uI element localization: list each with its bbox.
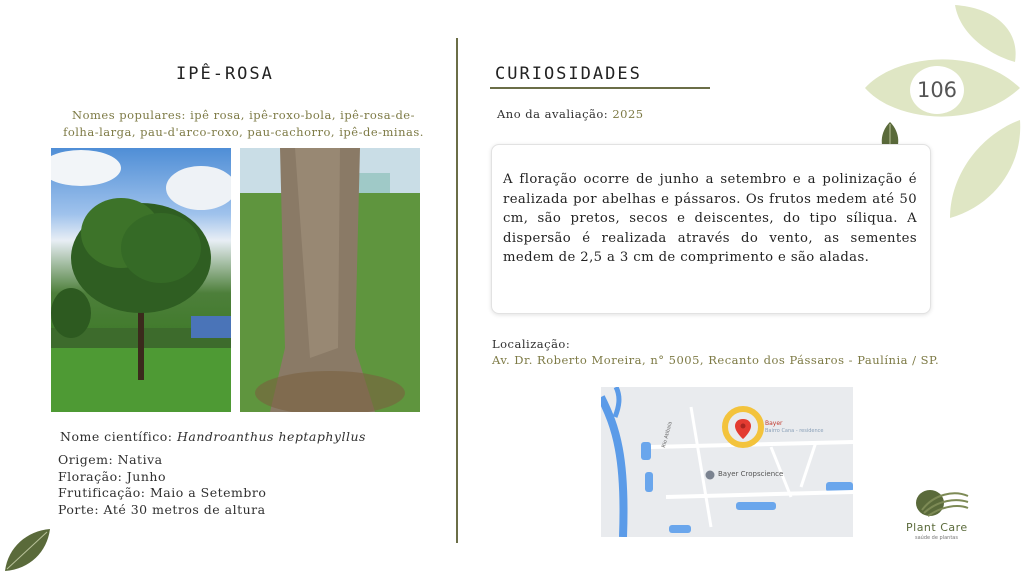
fruiting: Frutificação: Maio a Setembro <box>58 485 267 501</box>
leaf-icon <box>955 5 1016 62</box>
plant-care-logo-icon <box>914 488 970 518</box>
location-map[interactable] <box>601 387 853 537</box>
popular-names-label: Nomes populares: <box>72 108 186 122</box>
evaluation-year <box>497 107 644 121</box>
curiosities-description: A floração ocorre de junho a setembro e a polinização é realizada por abelhas e pássaros. Os frutos medem até 50 cm, são pretos, secos e deiscentes, do tipo síliqua. A dispersão é realizada através do vento, as sementes medem de 2,5 a 3 cm de comprimento e são aladas. <box>503 172 917 266</box>
location-label: Localização: <box>492 337 571 351</box>
column-divider <box>456 38 458 543</box>
map-road-label: Rio Atibaia <box>661 421 674 449</box>
tree-photo <box>51 148 231 412</box>
curiosities-title: CURIOSIDADES <box>495 64 642 84</box>
origin: Origem: Nativa <box>58 452 163 467</box>
plant-name: IPÊ-ROSA <box>176 64 274 84</box>
scientific-name: Handroanthus heptaphyllus <box>177 429 366 444</box>
bottom-leaf-icon <box>2 527 52 573</box>
title-underline <box>490 87 710 89</box>
brand-name: Plant Care <box>906 521 968 534</box>
leaf-icon <box>950 120 1020 218</box>
plant-details <box>58 452 266 518</box>
popular-names <box>46 107 441 141</box>
map-pin-icon <box>735 419 751 439</box>
map-pin-label: Bayer <box>765 420 783 427</box>
year-value: 2025 <box>612 107 644 121</box>
page-number: 106 <box>910 66 964 114</box>
scientific-label: Nome científico: <box>60 429 173 444</box>
place-marker-icon <box>706 471 715 480</box>
scientific-name-line <box>60 429 366 444</box>
map-place-label: Bayer Cropscience <box>718 470 784 478</box>
brand-tagline: saúde de plantas <box>915 535 958 541</box>
flowering: Floração: Junho <box>58 468 166 484</box>
popular-names-line1: ipê rosa, ipê-roxo-bola, ipê-rosa-de- <box>190 108 415 122</box>
trunk-photo <box>240 148 420 412</box>
size: Porte: Até 30 metros de altura <box>58 501 266 517</box>
location-address: Av. Dr. Roberto Moreira, n° 5005, Recanto dos Pássaros - Paulínia / SP. <box>492 353 940 367</box>
map-pin-sublabel: Bairro Cana - residence <box>765 428 824 434</box>
year-label: Ano da avaliação: <box>497 107 609 121</box>
popular-names-line2: folha-larga, pau-d'arco-roxo, pau-cachorro, ipê-de-minas. <box>63 125 424 139</box>
